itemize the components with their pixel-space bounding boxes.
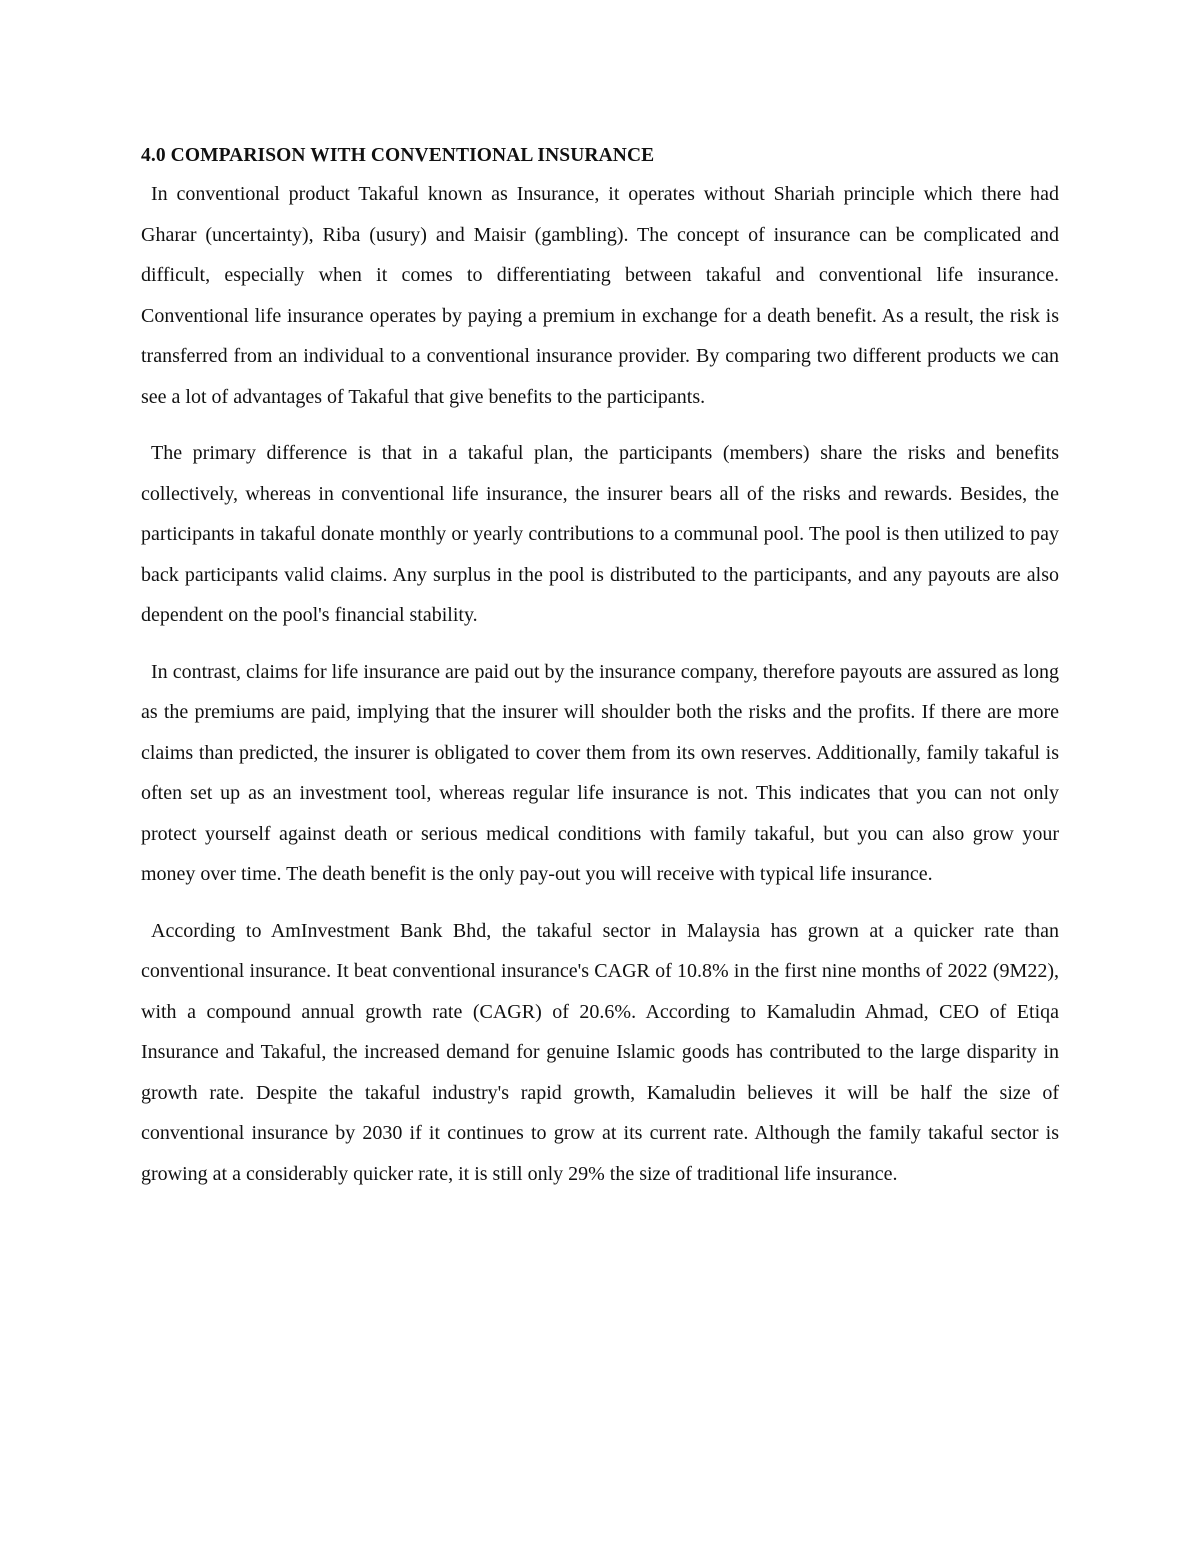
section-heading: 4.0 COMPARISON WITH CONVENTIONAL INSURANCE	[141, 145, 655, 166]
paragraph-conventional-overview: In conventional product Takaful known as Insurance, it operates without Shariah principle which there had Gharar (uncertainty), Riba (usury) and Maisir (gambling). The concept of insurance can be complicated and difficult, especially when it comes to differentiating between takaful and conventional life insurance. Conventional life insurance operates by paying a premium in exchange for a death benefit. As a result, the risk is transferred from an individual to a conventional insurance provider. By comparing two different products we can see a lot of advantages of Takaful that give benefits to the participants.	[141, 183, 1059, 408]
document-page	[141, 140, 1059, 1194]
paragraph-contrast-claims: In contrast, claims for life insurance are paid out by the insurance company, therefore payouts are assured as long as the premiums are paid, implying that the insurer will shoulder both the risks and the profits. If there are more claims than predicted, the insurer is obligated to cover them from its own reserves. Additionally, family takaful is often set up as an investment tool, whereas regular life insurance is not. This indicates that you can not only protect yourself against death or serious medical conditions with family takaful, but you can also grow your money over time. The death benefit is the only pay-out you will receive with typical life insurance.	[141, 660, 1059, 885]
paragraph-growth-comparison: According to AmInvestment Bank Bhd, the takaful sector in Malaysia has grown at a quicker rate than conventional insurance. It beat conventional insurance's CAGR of 10.8% in the first nine months of 2022 (9M22), with a compound annual growth rate (CAGR) of 20.6%. According to Kamaludin Ahmad, CEO of Etiqa Insurance and Takaful, the increased demand for genuine Islamic goods has contributed to the large disparity in growth rate. Despite the takaful industry's rapid growth, Kamaludin believes it will be half the size of conventional insurance by 2030 if it continues to grow at its current rate. Although the family takaful sector is growing at a considerably quicker rate, it is still only 29% the size of traditional life insurance.	[141, 919, 1059, 1185]
paragraph-primary-difference: The primary difference is that in a takaful plan, the participants (members) share the risks and benefits collectively, whereas in conventional life insurance, the insurer bears all of the risks and rewards. Besides, the participants in takaful donate monthly or yearly contributions to a communal pool. The pool is then utilized to pay back participants valid claims. Any surplus in the pool is distributed to the participants, and any payouts are also dependent on the pool's financial stability.	[141, 442, 1059, 626]
